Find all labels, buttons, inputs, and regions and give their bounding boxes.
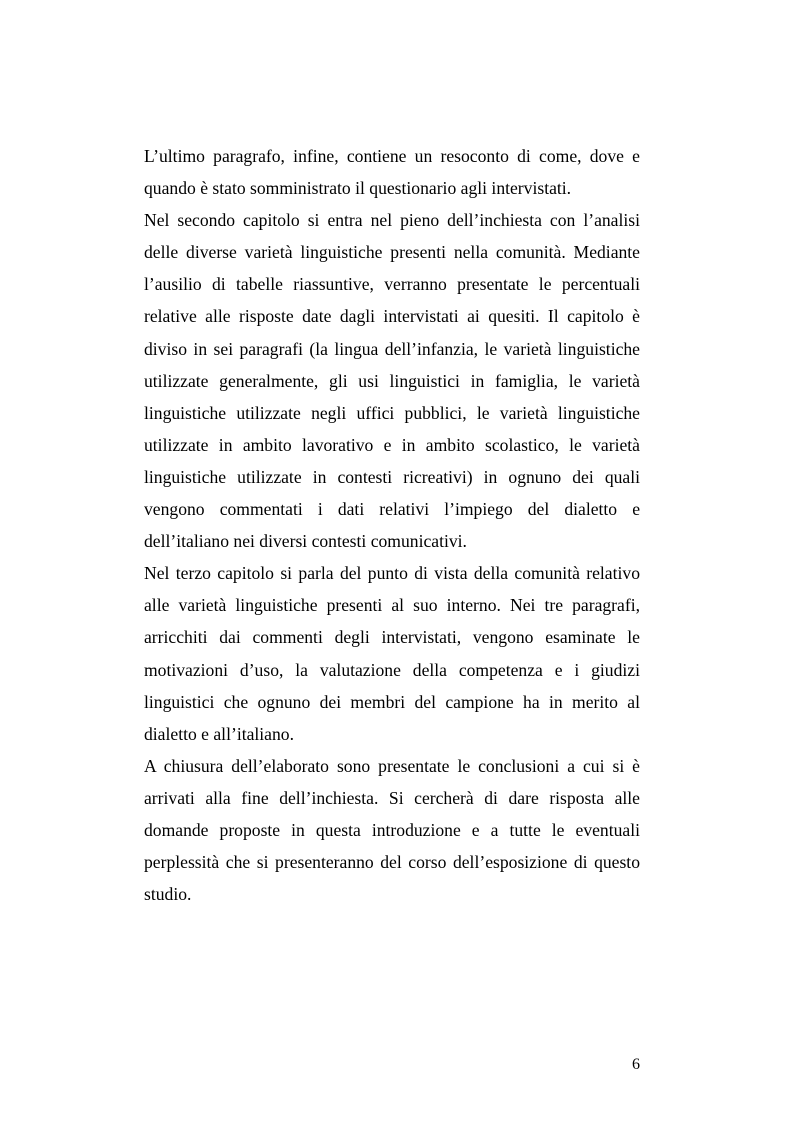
paragraph-second-chapter: Nel secondo capitolo si entra nel pieno dell’inchiesta con l’analisi delle diverse varietà linguistiche presenti nella comunità. Mediante l’ausilio di tabelle riassuntive, verranno presentate le percentuali relative alle risposte date dagli intervistati ai quesiti. Il capitolo è diviso in sei paragrafi (la lingua dell’infanzia, le varietà linguistiche utilizzate generalmente, gli usi linguistici in famiglia, le varietà linguistiche utilizzate negli uffici pubblici, le varietà linguistiche utilizzate in ambito lavorativo e in ambito scolastico, le varietà linguistiche utilizzate in contesti ricreativi) in ognuno dei quali vengono commentati i dati relativi l’impiego del dialetto e dell’italiano nei diversi contesti comunicativi. bbox=[144, 210, 640, 552]
paragraph-closing-intro: L’ultimo paragrafo, infine, contiene un resoconto di come, dove e quando è stato somministrato il questionario agli intervistati. bbox=[144, 146, 640, 199]
paragraph-conclusions: A chiusura dell’elaborato sono presentate le conclusioni a cui si è arrivati alla fine dell’inchiesta. Si cercherà di dare risposta alle domande proposte in questa introduzione e a tutte le eventuali perplessità che si presenteranno del corso dell’esposizione di questo studio. bbox=[144, 755, 640, 905]
paragraph-third-chapter: Nel terzo capitolo si parla del punto di vista della comunità relativo alle varietà linguistiche presenti al suo interno. Nei tre paragrafi, arricchiti dai commenti degli intervistati, vengono esaminate le motivazioni d’uso, la valutazione della competenza e i giudizi linguistici che ognuno dei membri del campione ha in merito al dialetto e all’italiano. bbox=[144, 563, 640, 744]
page-number: 6 bbox=[632, 1056, 640, 1073]
body-text bbox=[144, 140, 640, 910]
